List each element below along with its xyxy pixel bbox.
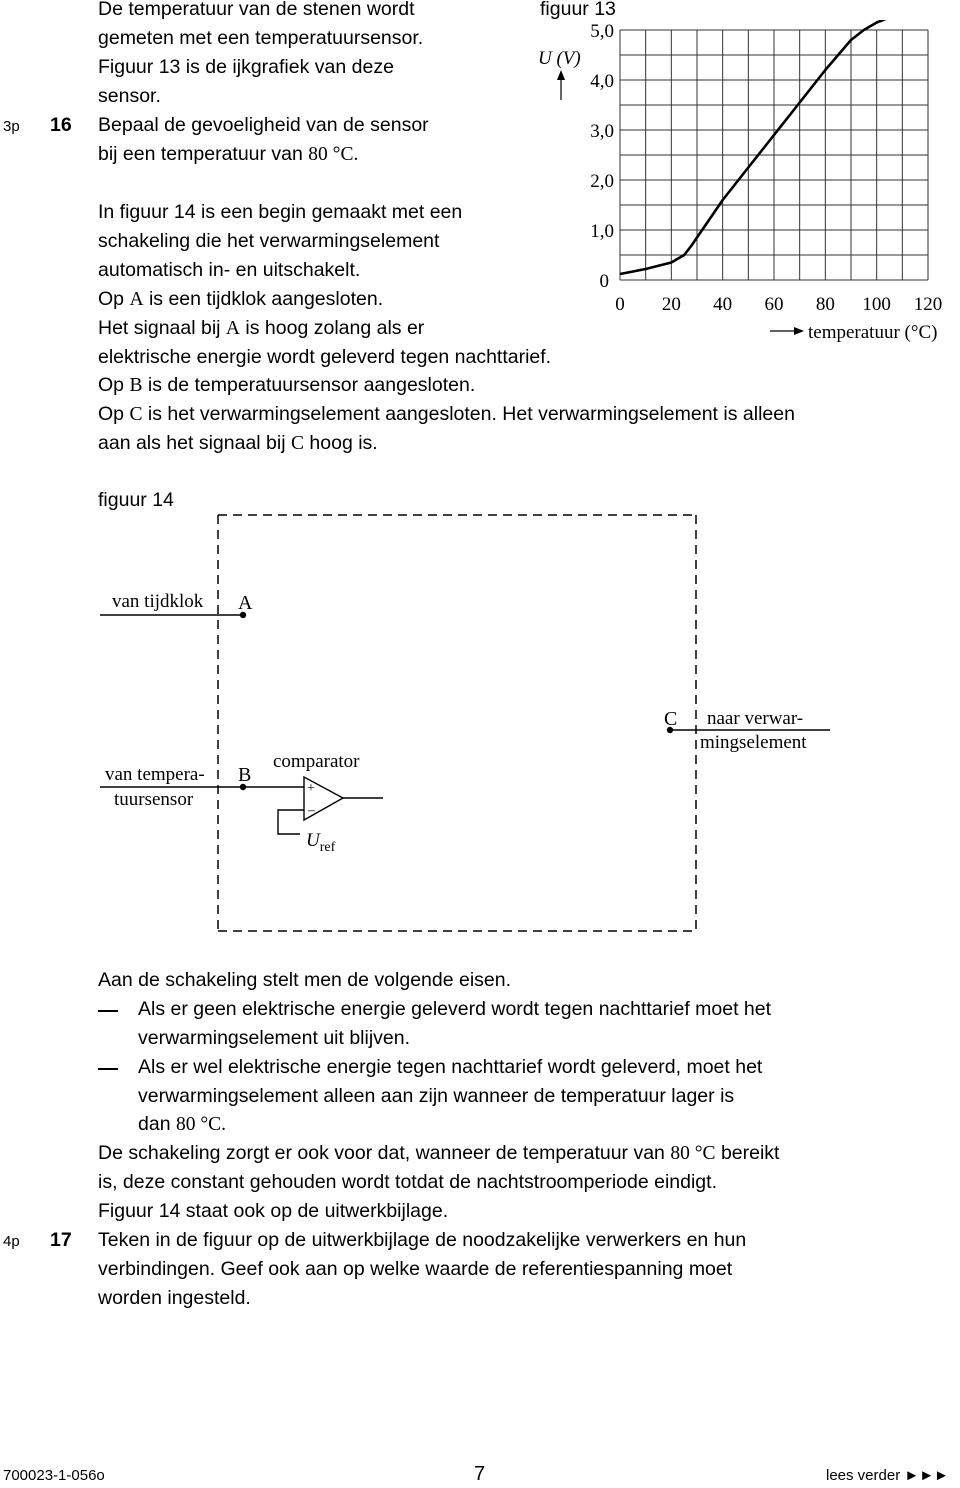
x-tick-label: 60 xyxy=(764,294,784,315)
paragraph-line-3: Figuur 14 staat ook op de uitwerkbijlage. xyxy=(98,1200,449,1222)
requirement-2-line-1: Als er wel elektrische energie tegen nachttarief wordt geleverd, moet het xyxy=(138,1056,763,1078)
paragraph-line-2: is, deze constant gehouden wordt totdat de nachtstroomperiode eindigt. xyxy=(98,1171,717,1193)
plus-sign: + xyxy=(307,781,315,796)
footer-code: 700023-1-056o xyxy=(3,1467,105,1484)
to-heater-label-1: naar verwar- xyxy=(707,708,804,729)
x-tick-label: 0 xyxy=(615,294,625,315)
para2-line-5: Op C is het verwarmingselement aangesloten. Het verwarmingselement is alleen xyxy=(98,403,795,425)
para2-line-1: Op A is een tijdklok aangesloten. xyxy=(98,288,384,310)
figure13-chart xyxy=(520,20,960,350)
chart-grid xyxy=(620,30,928,280)
footer-page-number: 7 xyxy=(474,1463,486,1485)
y-tick-label: 1,0 xyxy=(590,221,614,242)
requirement-2-line-3: dan 80 °C. xyxy=(138,1113,227,1135)
q17-line-2: verbindingen. Geef ook aan op welke waarde de referentiespanning moet xyxy=(98,1258,733,1280)
intro-line-2: gemeten met een temperatuursensor. xyxy=(98,27,424,49)
q16-number: 16 xyxy=(50,114,72,136)
y-tick-label: 4,0 xyxy=(590,71,614,92)
point-c-label: C xyxy=(664,708,678,730)
requirement-2-line-2: verwarmingselement alleen aan zijn wanneer de temperatuur lager is xyxy=(138,1085,735,1107)
intro-line-3: Figuur 13 is de ijkgrafiek van deze xyxy=(98,56,394,78)
figure13-label: figuur 13 xyxy=(540,0,616,20)
from-clock-label: van tijdklok xyxy=(112,591,204,612)
calibration-curve xyxy=(620,20,915,274)
x-tick-label: 100 xyxy=(862,294,891,315)
comparator-label: comparator xyxy=(273,751,360,772)
intro-line-1: De temperatuur van de stenen wordt xyxy=(98,0,415,20)
para2-line-3: elektrische energie wordt geleverd tegen nachttarief. xyxy=(98,346,552,368)
x-tick-label: 80 xyxy=(815,294,835,315)
q17-points: 4p xyxy=(3,1233,20,1250)
y-tick-label: 3,0 xyxy=(590,121,614,142)
y-tick-label: 2,0 xyxy=(590,171,614,192)
para1-line-3: automatisch in- en uitschakelt. xyxy=(98,259,361,281)
para1-line-1: In figuur 14 is een begin gemaakt met een xyxy=(98,201,463,223)
q16-line-2: bij een temperatuur van 80 °C. xyxy=(98,143,359,165)
uref-wire xyxy=(278,810,304,834)
requirement-1-line-2: verwarmingselement uit blijven. xyxy=(138,1027,411,1049)
x-axis-label: temperatuur (°C) xyxy=(808,322,938,343)
q17-line-1: Teken in de figuur op de uitwerkbijlage de noodzakelijke verwerkers en hun xyxy=(98,1229,747,1251)
intro-line-4: sensor. xyxy=(98,85,161,107)
para2-line-2: Het signaal bij A is hoog zolang als er xyxy=(98,317,425,339)
q17-number: 17 xyxy=(50,1229,72,1251)
q17-line-3: worden ingesteld. xyxy=(98,1287,251,1309)
q16-line-1: Bepaal de gevoeligheid van de sensor xyxy=(98,114,429,136)
para2-line-4: Op B is de temperatuursensor aangesloten. xyxy=(98,374,476,396)
requirements-intro: Aan de schakeling stelt men de volgende eisen. xyxy=(98,969,512,991)
bullet-dash-2 xyxy=(98,1068,118,1070)
y-tick-label: 0 xyxy=(599,271,609,292)
to-heater-label-2: mingselement xyxy=(700,732,807,753)
para1-line-2: schakeling die het verwarmingselement xyxy=(98,230,440,252)
minus-sign: – xyxy=(308,803,315,818)
requirement-1-line-1: Als er geen elektrische energie geleverd wordt tegen nachttarief moet het xyxy=(138,998,772,1020)
footer-next[interactable]: lees verder ►►► xyxy=(826,1467,949,1484)
x-tick-label: 20 xyxy=(661,294,681,315)
x-tick-label: 120 xyxy=(913,294,943,315)
bullet-dash-1 xyxy=(98,1010,118,1012)
point-b-label: B xyxy=(238,764,252,786)
from-sensor-label-1: van tempera- xyxy=(105,764,205,785)
x-tick-label: 40 xyxy=(713,294,733,315)
y-tick-label: 5,0 xyxy=(590,21,614,42)
uref-label: $U_{ref}$ xyxy=(306,830,336,855)
q16-points: 3p xyxy=(3,118,20,135)
point-a-label: A xyxy=(238,592,253,614)
y-axis-label: U (V) xyxy=(538,48,581,69)
from-sensor-label-2: tuursensor xyxy=(114,789,194,810)
figure14-circuit xyxy=(90,505,830,945)
para2-line-6: aan als het signaal bij C hoog is. xyxy=(98,432,378,454)
paragraph-line-1: De schakeling zorgt er ook voor dat, wanneer de temperatuur van 80 °C bereikt xyxy=(98,1142,780,1164)
figure14-label: figuur 14 xyxy=(98,489,174,511)
